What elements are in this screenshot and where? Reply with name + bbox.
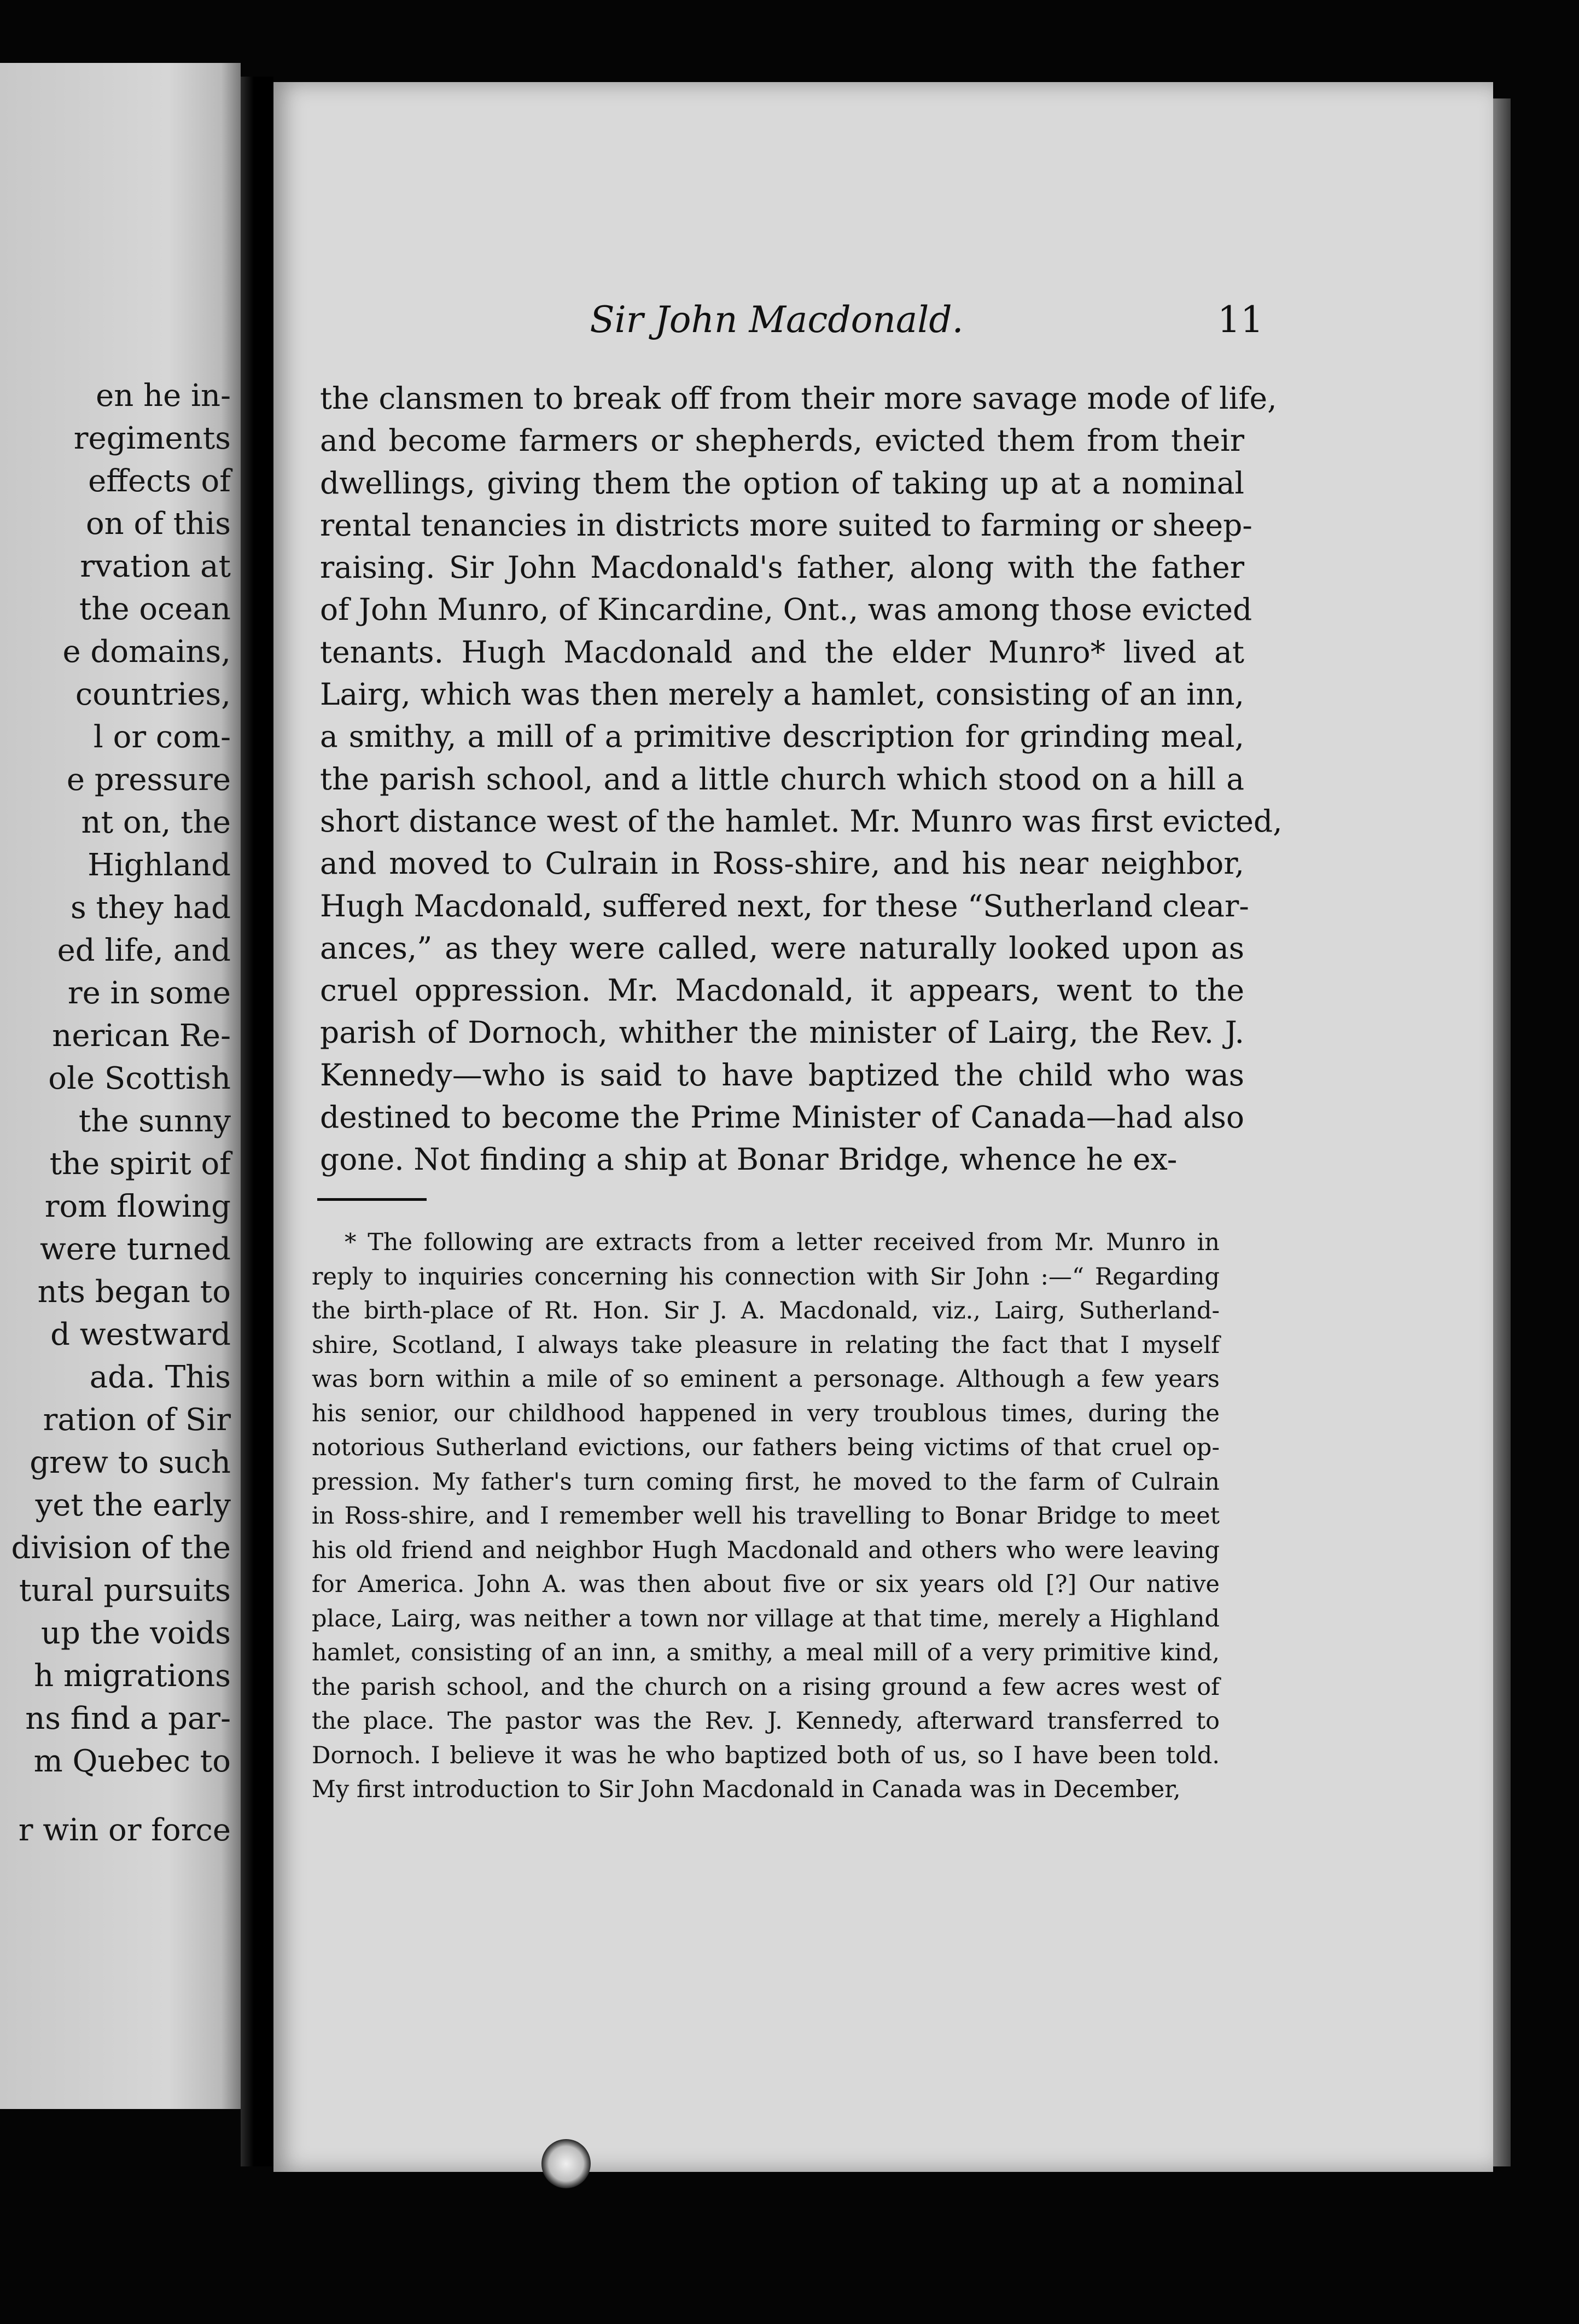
left-page-line: grew to such bbox=[30, 1445, 231, 1480]
footnote bbox=[312, 1225, 1220, 1807]
left-page-line: nerican Re- bbox=[52, 1018, 231, 1054]
body-line: destined to become the Prime Minister of Canada—had also bbox=[320, 1100, 1244, 1135]
footnote-line: his senior, our childhood happened in very troublous times, during the bbox=[312, 1399, 1220, 1427]
left-page-line: nt on, the bbox=[81, 805, 231, 840]
left-page-line: ration of Sir bbox=[43, 1402, 231, 1438]
left-page bbox=[0, 63, 241, 2109]
body-line: tenants. Hugh Macdonald and the elder Munro* lived at bbox=[320, 634, 1244, 670]
footnote-line: in Ross-shire, and I remember well his travelling to Bonar Bridge to meet bbox=[312, 1502, 1220, 1530]
body-line: a smithy, a mill of a primitive description for grinding meal, bbox=[320, 719, 1244, 754]
footnote-line: place, Lairg, was neither a town nor village at that time, merely a Highland bbox=[312, 1605, 1220, 1632]
body-line: the parish school, and a little church which stood on a hill a bbox=[320, 761, 1244, 797]
body-line: parish of Dornoch, whither the minister of Lairg, the Rev. J. bbox=[320, 1015, 1244, 1050]
left-page-line: ada. This bbox=[89, 1359, 231, 1395]
left-page-line: m Quebec to bbox=[33, 1744, 231, 1779]
footnote-line: the birth-place of Rt. Hon. Sir J. A. Macdonald, viz., Lairg, Sutherland- bbox=[312, 1297, 1220, 1324]
left-page-line: nts began to bbox=[37, 1274, 231, 1310]
left-page-line: ns find a par- bbox=[25, 1701, 231, 1736]
footnote-line: My first introduction to Sir John Macdonald in Canada was in December, bbox=[312, 1776, 1181, 1803]
book-gutter bbox=[241, 77, 273, 2166]
footnote-line: hamlet, consisting of an inn, a smithy, a meal mill of a very primitive kind, bbox=[312, 1639, 1220, 1666]
body-line: and moved to Culrain in Ross-shire, and his near neighbor, bbox=[320, 846, 1244, 881]
left-page-line: on of this bbox=[85, 506, 231, 542]
footnote-line: for America. John A. was then about five or six years old [?] Our native bbox=[312, 1571, 1220, 1598]
body-line: Lairg, which was then merely a hamlet, consisting of an inn, bbox=[320, 677, 1244, 712]
left-page-line: d westward bbox=[50, 1317, 231, 1352]
body-line: rental tenancies in districts more suited to farming or sheep- bbox=[320, 507, 1252, 543]
body-line: Kennedy—who is said to have baptized the child who was bbox=[320, 1057, 1244, 1093]
left-page-line: division of the bbox=[11, 1530, 231, 1566]
body-line: short distance west of the hamlet. Mr. Munro was first evicted, bbox=[320, 803, 1283, 839]
body-line: cruel oppression. Mr. Macdonald, it appears, went to the bbox=[320, 973, 1244, 1008]
body-line: raising. Sir John Macdonald's father, along with the father bbox=[320, 550, 1244, 585]
footnote-line: was born within a mile of so eminent a personage. Although a few years bbox=[312, 1366, 1220, 1393]
left-page-line: the spirit of bbox=[49, 1146, 231, 1182]
left-page-line: yet the early bbox=[35, 1488, 231, 1523]
footnote-line: his old friend and neighbor Hugh Macdonald and others who were leaving bbox=[312, 1536, 1220, 1564]
footnote-line: notorious Sutherland evictions, our fathers being victims of that cruel op- bbox=[312, 1434, 1220, 1461]
left-page-line: were turned bbox=[39, 1231, 231, 1267]
body-line: ances,” as they were called, were naturally looked upon as bbox=[320, 930, 1244, 966]
footnote-line: pression. My father's turn coming first, he moved to the farm of Culrain bbox=[312, 1468, 1220, 1496]
body-line: dwellings, giving them the option of taking up at a nominal bbox=[320, 465, 1244, 501]
footnote-rule bbox=[317, 1198, 427, 1201]
body-line: and become farmers or shepherds, evicted them from their bbox=[320, 423, 1244, 458]
body-line: Hugh Macdonald, suffered next, for these “Sutherland clear- bbox=[320, 888, 1249, 923]
scan-smudge bbox=[541, 2139, 591, 2188]
left-page-line: effects of bbox=[88, 463, 231, 499]
running-head: Sir John Macdonald. bbox=[590, 299, 964, 341]
left-page-line: tural pursuits bbox=[19, 1573, 231, 1608]
footnote-line: the place. The pastor was the Rev. J. Kennedy, afterward transferred to bbox=[312, 1707, 1220, 1735]
body-line: gone. Not finding a ship at Bonar Bridge, whence he ex- bbox=[320, 1142, 1178, 1177]
footnote-line: shire, Scotland, I always take pleasure in relating the fact that I myself bbox=[312, 1331, 1220, 1359]
left-page-line: l or com- bbox=[93, 719, 231, 755]
left-page-line: h migrations bbox=[34, 1658, 231, 1694]
body-line: the clansmen to break off from their more savage mode of life, bbox=[320, 381, 1277, 416]
left-page-line: Highland bbox=[88, 847, 231, 883]
footnote-line: reply to inquiries concerning his connection with Sir John :—“ Regarding bbox=[312, 1263, 1220, 1291]
left-page-line: regiments bbox=[73, 421, 231, 456]
left-page-line: countries, bbox=[75, 677, 231, 712]
body-line: of John Munro, of Kincardine, Ont., was among those evicted bbox=[320, 592, 1252, 628]
left-page-line: s they had bbox=[71, 890, 231, 926]
left-page-line: en he in- bbox=[96, 378, 231, 414]
footnote-line: * The following are extracts from a letter received from Mr. Munro in bbox=[345, 1229, 1220, 1256]
left-page-line: re in some bbox=[67, 975, 231, 1011]
body-text bbox=[320, 377, 1283, 1181]
left-page-line: rom flowing bbox=[44, 1189, 231, 1224]
footnote-line: the parish school, and the church on a rising ground a few acres west of bbox=[312, 1673, 1220, 1701]
left-page-text bbox=[0, 375, 231, 1852]
page-number: 11 bbox=[1217, 299, 1263, 341]
left-page-line: the sunny bbox=[78, 1103, 231, 1139]
page-edge bbox=[1493, 98, 1511, 2166]
left-page-line: e domains, bbox=[62, 634, 231, 670]
left-page-line: e pressure bbox=[66, 762, 231, 798]
footnote-line: Dornoch. I believe it was he who baptized both of us, so I have been told. bbox=[312, 1741, 1220, 1769]
left-page-line: ed life, and bbox=[57, 933, 231, 968]
left-page-line: ole Scottish bbox=[48, 1061, 231, 1096]
left-page-line: up the voids bbox=[40, 1616, 231, 1651]
left-page-line: the ocean bbox=[79, 591, 231, 627]
left-page-line: rvation at bbox=[80, 549, 231, 584]
left-page-line: r win or force bbox=[18, 1812, 231, 1848]
